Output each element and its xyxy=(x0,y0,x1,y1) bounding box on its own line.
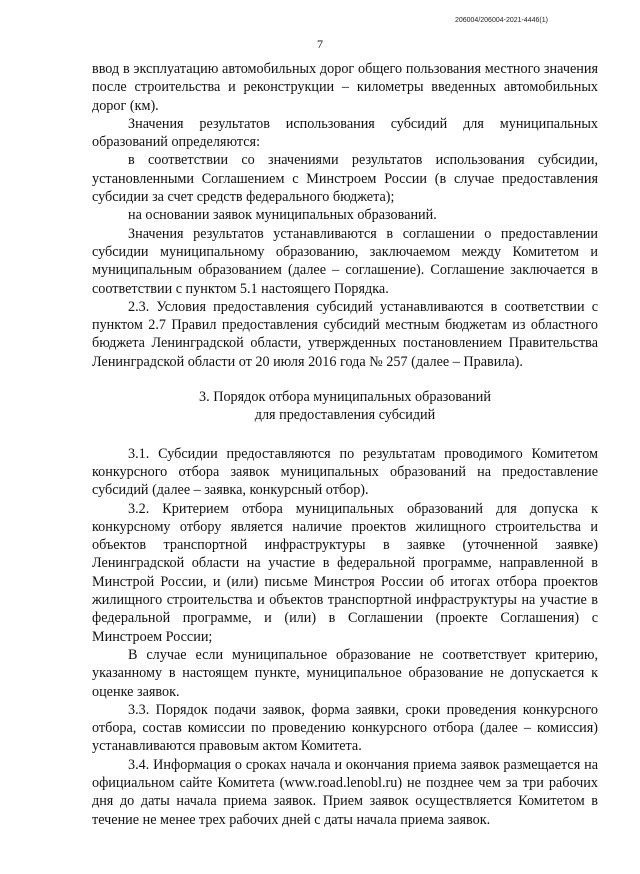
document-body xyxy=(92,60,598,829)
section-title-line-1: 3. Порядок отбора муниципальных образований xyxy=(199,389,491,406)
paragraph-1: Значения результатов использования субсидий для муниципальных образований определяются: xyxy=(92,115,598,151)
paragraph-9: 3.3. Порядок подачи заявок, форма заявки, сроки проведения конкурсного отбора, состав комиссии по проведению конкурсного отбора (далее – комиссия) устанавливаются правовым актом Комитета. xyxy=(92,701,598,755)
paragraph-6: 3.1. Субсидии предоставляются по результатам проводимого Комитетом конкурсного отбора заявок муниципальных образований на предоставление субсидий (далее – заявка, конкурсный отбор). xyxy=(92,445,598,499)
document-id: 206004/206004-2021-4446(1) xyxy=(454,17,548,24)
paragraph-4: Значения результатов устанавливаются в соглашении о предоставлении субсидии муниципальному образованию, заключаемом между Комитетом и муниципальным образованием (далее – соглашение). Соглашение заключается в соответствии с пунктом 5.1 настоящего Порядка. xyxy=(92,225,598,297)
paragraph-8: В случае если муниципальное образование не соответствует критерию, указанному в настоящем пункте, муниципальное образование не допускается к оценке заявок. xyxy=(92,646,598,700)
paragraph-3: на основании заявок муниципальных образований. xyxy=(128,207,437,224)
section-heading xyxy=(92,388,598,425)
paragraph-7: 3.2. Критерием отбора муниципальных образований для допуска к конкурсному отбору является наличие проектов жилищного строительства и объектов транспортной инфраструктуры в заявке (уточненной заявке) Ленинградской области на участие в федеральной программе, направленной в Минстрой России, и (или) письме Минстроя России об итогах отбора проектов жилищного строительства и объектов транспортной инфраструктуры на участие в федеральной программе, и (или) в Соглашении (проекте Соглашения) с Минстроем России; xyxy=(92,500,598,645)
paragraph-5: 2.3. Условия предоставления субсидий устанавливаются в соответствии с пунктом 2.7 Правил предоставления субсидий местным бюджетам из областного бюджета Ленинградской области, утвержденных постановлением Правительства Ленинградской области от 20 июля 2016 года № 257 (далее – Правила). xyxy=(92,298,598,370)
section-title-line-2: для предоставления субсидий xyxy=(254,407,436,424)
paragraph-2: в соответствии со значениями результатов использования субсидии, установленными Соглашением с Минстроем России (в случае предоставления субсидии за счет средств федерального бюджета); xyxy=(92,152,598,206)
page-number: 7 xyxy=(317,37,323,51)
paragraph-0: ввод в эксплуатацию автомобильных дорог общего пользования местного значения после строительства и реконструкции – километры введенных автомобильных дорог (км). xyxy=(92,61,598,114)
paragraph-10: 3.4. Информация о сроках начала и окончания приема заявок размещается на официальном сайте Комитета (www.road.lenobl.ru) не позднее чем за три рабочих дня до даты начала приема заявок. Прием заявок осуществляется Комитетом в течение не менее трех рабочих дней с даты начала приема заявок. xyxy=(92,756,598,828)
